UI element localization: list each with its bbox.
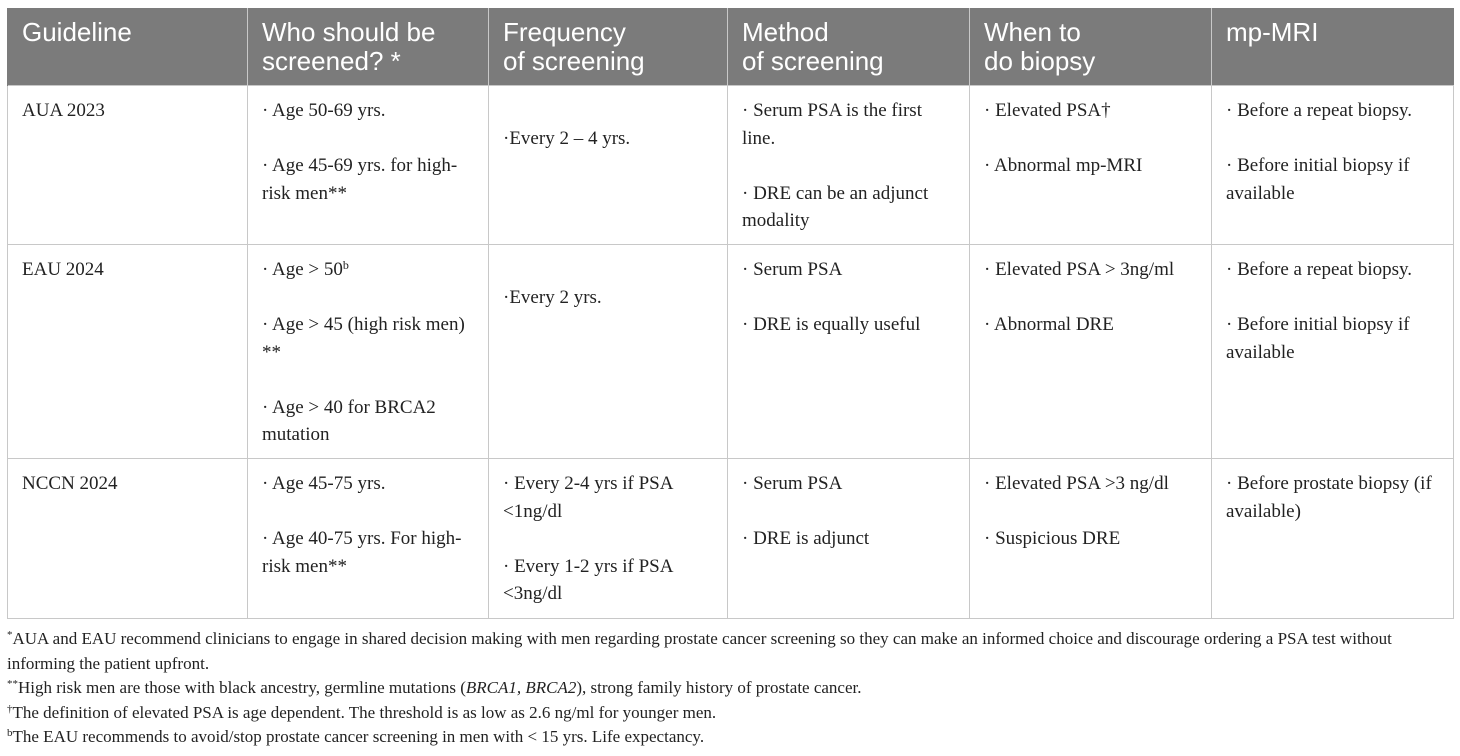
cell-who: · Age 45-75 yrs. · Age 40-75 yrs. For high-risk men** [248,459,489,619]
header-mp-mri: mp-MRI [1212,8,1454,86]
table-row [8,459,1454,619]
cell-biopsy: · Elevated PSA > 3ng/ml · Abnormal DRE [970,245,1212,459]
table-header-row [8,8,1454,86]
cell-biopsy: · Elevated PSA >3 ng/dl · Suspicious DRE [970,459,1212,619]
cell-guideline: EAU 2024 [8,245,248,459]
cell-frequency: ·Every 2 – 4 yrs. [489,86,728,245]
cell-method: · Serum PSA · DRE is adjunct [728,459,970,619]
header-method: Method of screening [728,8,970,86]
cell-method: · Serum PSA is the first line. · DRE can be an adjunct modality [728,86,970,245]
header-when-biopsy: When to do biopsy [970,8,1212,86]
header-frequency: Frequency of screening [489,8,728,86]
cell-guideline: NCCN 2024 [8,459,248,619]
screening-guidelines-table [7,8,1454,619]
cell-frequency: · Every 2-4 yrs if PSA <1ng/dl · Every 1-2 yrs if PSA <3ng/dl [489,459,728,619]
cell-who: · Age 50-69 yrs. · Age 45-69 yrs. for high-risk men** [248,86,489,245]
table-row [8,245,1454,459]
cell-frequency: ·Every 2 yrs. [489,245,728,459]
cell-biopsy: · Elevated PSA† · Abnormal mp-MRI [970,86,1212,245]
cell-mri: · Before a repeat biopsy. · Before initial biopsy if available [1212,86,1454,245]
table-footnotes [7,627,1453,750]
header-guideline: Guideline [8,8,248,86]
cell-guideline: AUA 2023 [8,86,248,245]
cell-method: · Serum PSA · DRE is equally useful [728,245,970,459]
table-row [8,86,1454,245]
footnote-eau-life-expectancy: $^b$The EAU recommends to avoid/stop prostate cancer screening in men with < 15 yrs. Life expectancy. [7,727,705,746]
cell-mri: · Before prostate biopsy (if available) [1212,459,1454,619]
header-who-screened: Who should be screened? * [248,8,489,86]
footnote-elevated-psa: †The definition of elevated PSA is age dependent. The threshold is as low as 2.6 ng/ml for younger men. [7,702,717,722]
footnote-shared-decision: *AUA and EAU recommend clinicians to engage in shared decision making with men regarding prostate cancer screening so they can make an informed choice and discourage ordering a PSA test without informing the patient upfront. [7,629,1392,673]
cell-who: · Age > $50^b$ · Age > 45 (high risk men) ** · Age > 40 for BRCA2 mutation [248,245,489,459]
cell-mri: · Before a repeat biopsy. · Before initial biopsy if available [1212,245,1454,459]
footnote-high-risk: **High risk men are those with black ancestry, germline mutations (BRCA1, BRCA2), strong family history of prostate cancer. [7,678,862,697]
